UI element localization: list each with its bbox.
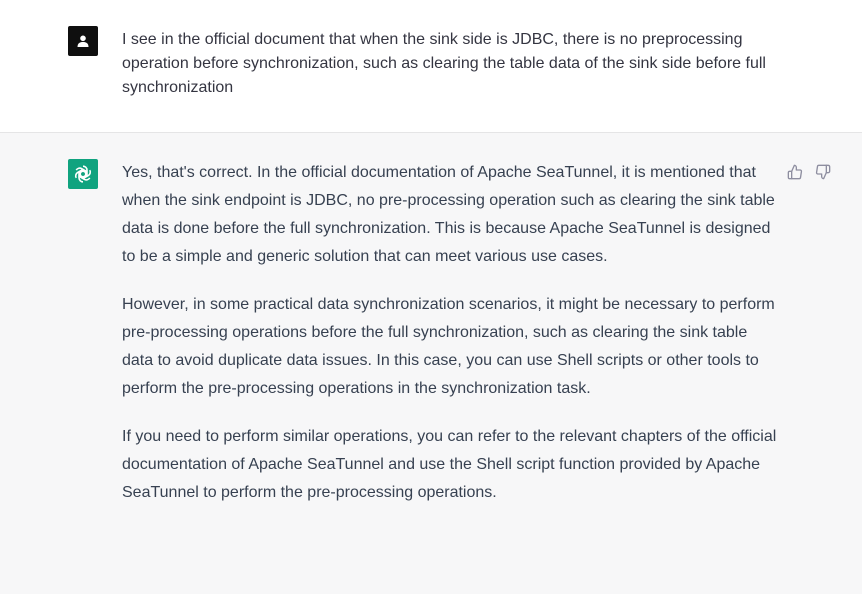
user-avatar — [68, 26, 98, 56]
assistant-message-text — [122, 159, 778, 527]
user-message-row — [0, 0, 862, 133]
thumbs-down-button[interactable] — [814, 163, 832, 181]
thumbs-down-icon — [815, 164, 831, 180]
assistant-message-row — [0, 133, 862, 594]
thumbs-up-icon — [787, 164, 803, 180]
openai-logo-icon — [72, 163, 94, 185]
assistant-paragraph-3: If you need to perform similar operations, you can refer to the relevant chapters of the official documentation of Apache SeaTunnel and use the Shell script function provided by Apache SeaTunnel to perform the pre-processing operations. — [122, 428, 777, 501]
feedback-buttons — [786, 163, 832, 181]
assistant-avatar — [68, 159, 98, 189]
user-message-text: I see in the official document that when the sink side is JDBC, there is no preprocessing operation before synchronization, such as clearing the table data of the sink side before full synchronization — [122, 31, 766, 96]
assistant-paragraph-1: Yes, that's correct. In the official documentation of Apache SeaTunnel, it is mentioned that when the sink endpoint is JDBC, no pre-processing operation such as clearing the sink table data is done before the full synchronization. This is because Apache SeaTunnel is designed to be a simple and generic solution that can meet various use cases. — [122, 164, 775, 265]
user-icon — [76, 34, 90, 48]
thumbs-up-button[interactable] — [786, 163, 804, 181]
assistant-paragraph-2: However, in some practical data synchronization scenarios, it might be necessary to perform pre-processing operations before the full synchronization, such as clearing the sink table data to avoid duplicate data issues. In this case, you can use Shell scripts or other tools to perform the pre-processing operations in the synchronization task. — [122, 296, 775, 397]
